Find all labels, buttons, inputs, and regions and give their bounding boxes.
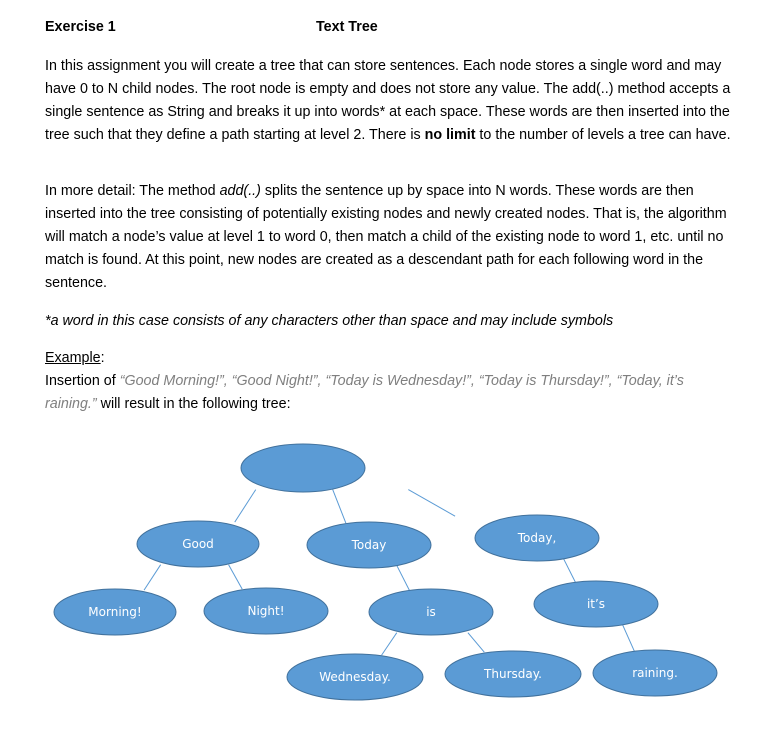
- intro-text: In this assignment you will create a tree that can store sentences. Each node stores a single word and may have 0 to N child nodes. The root node is empty and does not store any value. The add(..) method accepts a single sentence as String and breaks it up into words* at each space. These words are then inserted into the tree such that they define a path starting at level 2. There is: [45, 58, 731, 143]
- tree-edge: [144, 565, 161, 590]
- node-label: Today,: [517, 531, 557, 545]
- tree-node-wednesday: [287, 654, 423, 700]
- tree-edge: [382, 633, 397, 655]
- detail-text: In more detail: The method: [45, 183, 220, 199]
- tree-node-is: [369, 589, 493, 635]
- tree-edge: [229, 565, 243, 589]
- example-colon: :: [100, 350, 105, 366]
- node-label: Morning!: [88, 605, 142, 619]
- tree-edge: [623, 625, 635, 651]
- tree-edge: [408, 490, 455, 517]
- tree-node-good: [137, 521, 259, 567]
- insertion-tail: will result in the following tree:: [96, 396, 291, 412]
- exercise-label: Exercise 1: [45, 19, 116, 35]
- method-name: add(..): [219, 183, 261, 199]
- tree-node-raining: [593, 650, 717, 696]
- insertion-lead: Insertion of: [45, 373, 120, 389]
- tree-edge: [468, 633, 484, 652]
- tree-node-today_comma: [475, 515, 599, 561]
- example-sentences: “Good Morning!”, “Good Night!”, “Today is Wednesday!”, “Today is Thursday!”, “Today, it’s raining.”: [45, 373, 684, 412]
- tree-node-night: [204, 588, 328, 634]
- tree-node-root: [241, 444, 365, 492]
- node-label: Night!: [247, 604, 285, 618]
- footnote: *a word in this case consists of any characters other than space and may include symbols: [45, 313, 614, 329]
- example-heading: Example: [45, 350, 101, 366]
- tree-node-morning: [54, 589, 176, 635]
- node-ellipse: [241, 444, 365, 492]
- tree-edge: [333, 490, 346, 524]
- intro-bold: no limit: [424, 127, 476, 143]
- tree-node-today: [307, 522, 431, 568]
- page-title: Text Tree: [316, 19, 378, 35]
- detail-tail: splits the sentence up by space into N words. These words are then inserted into the tree consisting of potentially existing nodes and newly created nodes. That is, the algorithm will match a node’s value at level 1 to word 0, then match a child of the existing node to word 1, etc. until no match is found. At this point, new nodes are created as a descendant path for each following word in the sentence.: [45, 183, 727, 291]
- tree-edge: [235, 490, 256, 523]
- node-label: is: [426, 605, 436, 619]
- node-label: Wednesday.: [319, 670, 391, 684]
- node-label: Good: [182, 537, 214, 551]
- tree-edge: [397, 566, 409, 590]
- node-label: Thursday.: [484, 667, 542, 681]
- node-label: it’s: [586, 597, 606, 611]
- tree-edge: [564, 559, 576, 582]
- intro-tail: to the number of levels a tree can have.: [475, 127, 731, 143]
- node-label: raining.: [632, 666, 678, 680]
- node-label: Today: [351, 538, 387, 552]
- tree-node-thursday: [445, 651, 581, 697]
- tree-node-its: [534, 581, 658, 627]
